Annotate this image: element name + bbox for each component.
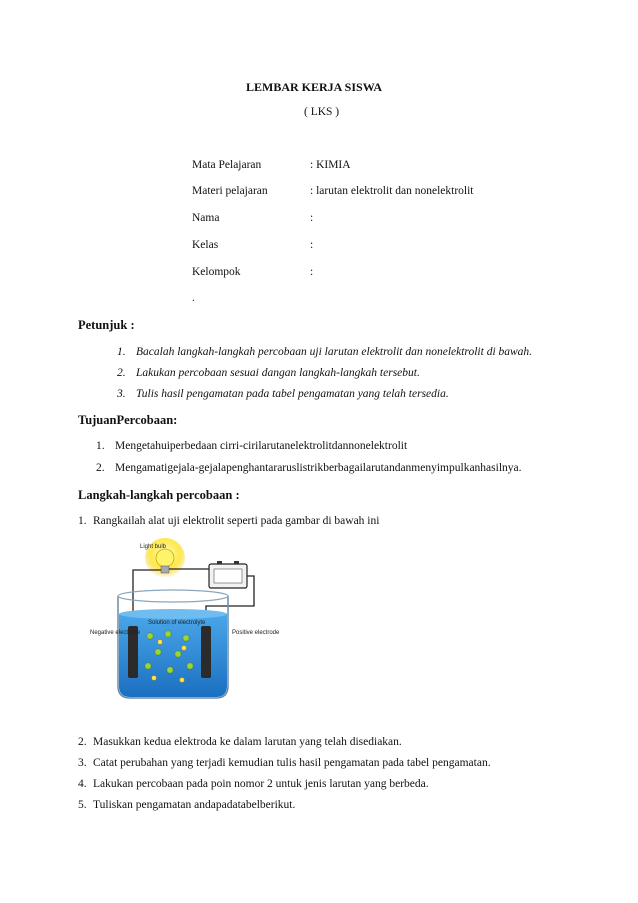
- ion: [187, 663, 193, 669]
- light-bulb-icon: [156, 549, 174, 567]
- petunjuk-heading: Petunjuk :: [78, 318, 135, 332]
- electrolyte-tester-illustration: [88, 536, 284, 706]
- ion: [165, 631, 171, 637]
- battery-terminal: [217, 561, 222, 564]
- ion: [152, 676, 157, 681]
- petunjuk-num: 3.: [117, 388, 126, 400]
- langkah-num: 4.: [78, 778, 87, 790]
- field-label-kelas: Kelas: [192, 239, 219, 251]
- tujuan-heading: TujuanPercobaan:: [78, 413, 178, 427]
- tujuan-num: 2.: [96, 462, 105, 474]
- tujuan-num: 1.: [96, 440, 105, 452]
- petunjuk-item: Lakukan percobaan sesuai dangan langkah-langkah tersebut.: [136, 367, 420, 379]
- field-value-mata-pelajaran: : KIMIA: [310, 159, 351, 171]
- field-value-kelompok: :: [310, 266, 314, 278]
- langkah-heading: Langkah-langkah percobaan :: [78, 488, 240, 502]
- field-label-kelompok: Kelompok: [192, 266, 241, 278]
- langkah-item: Rangkailah alat uji elektrolit seperti pada gambar di bawah ini: [93, 515, 380, 527]
- solution-surface: [119, 609, 227, 619]
- label-positive-electrode: Positive electrode: [232, 630, 280, 636]
- field-label-nama: Nama: [192, 212, 220, 224]
- beaker-rim: [118, 590, 228, 602]
- ion: [147, 633, 153, 639]
- label-light-bulb: Light bulb: [140, 544, 167, 550]
- petunjuk-num: 2.: [117, 367, 126, 379]
- petunjuk-num: 1.: [117, 346, 126, 358]
- ion: [155, 649, 161, 655]
- positive-electrode: [201, 626, 211, 678]
- field-value-nama: :: [310, 212, 314, 224]
- ion: [175, 651, 181, 657]
- page-title: LEMBAR KERJA SISWA: [246, 80, 383, 94]
- langkah-num: 3.: [78, 757, 87, 769]
- ion: [183, 635, 189, 641]
- ion: [180, 678, 185, 683]
- langkah-num: 1.: [78, 515, 87, 527]
- tujuan-item: Mengamatigejala-gejalapenghantararuslistrikberbagailarutandanmenyimpulkanhasilnya.: [115, 462, 522, 474]
- langkah-item: Masukkan kedua elektroda ke dalam larutan yang telah disediakan.: [93, 736, 402, 748]
- field-label-mata-pelajaran: Mata Pelajaran: [192, 159, 262, 171]
- ion: [167, 667, 173, 673]
- petunjuk-item: Tulis hasil pengamatan pada tabel pengamatan yang telah tersedia.: [136, 388, 449, 400]
- field-value-materi: : larutan elektrolit dan nonelektrolit: [310, 185, 474, 197]
- langkah-num: 2.: [78, 736, 87, 748]
- battery-terminal: [234, 561, 239, 564]
- fields-trailing-dot: .: [192, 292, 195, 304]
- field-value-kelas: :: [310, 239, 314, 251]
- ion: [145, 663, 151, 669]
- langkah-item: Lakukan percobaan pada poin nomor 2 untuk jenis larutan yang berbeda.: [93, 778, 429, 790]
- battery-face: [214, 569, 242, 583]
- tujuan-item: Mengetahuiperbedaan cirri-cirilarutanelektrolitdannonelektrolit: [115, 440, 408, 452]
- langkah-num: 5.: [78, 799, 87, 811]
- langkah-item: Catat perubahan yang terjadi kemudian tulis hasil pengamatan pada tabel pengamatan.: [93, 757, 491, 769]
- label-solution: Solution of electrolyte: [148, 620, 206, 626]
- field-label-materi: Materi pelajaran: [192, 185, 268, 197]
- bulb-base: [161, 566, 169, 573]
- ion: [182, 646, 187, 651]
- page-subtitle: ( LKS ): [304, 106, 340, 118]
- langkah-item: Tuliskan pengamatan andapadatabelberikut.: [93, 799, 296, 811]
- petunjuk-item: Bacalah langkah-langkah percobaan uji larutan elektrolit dan nonelektrolit di bawah.: [136, 346, 533, 358]
- ion: [158, 640, 163, 645]
- label-negative-electrode: Negative electrode: [90, 630, 141, 636]
